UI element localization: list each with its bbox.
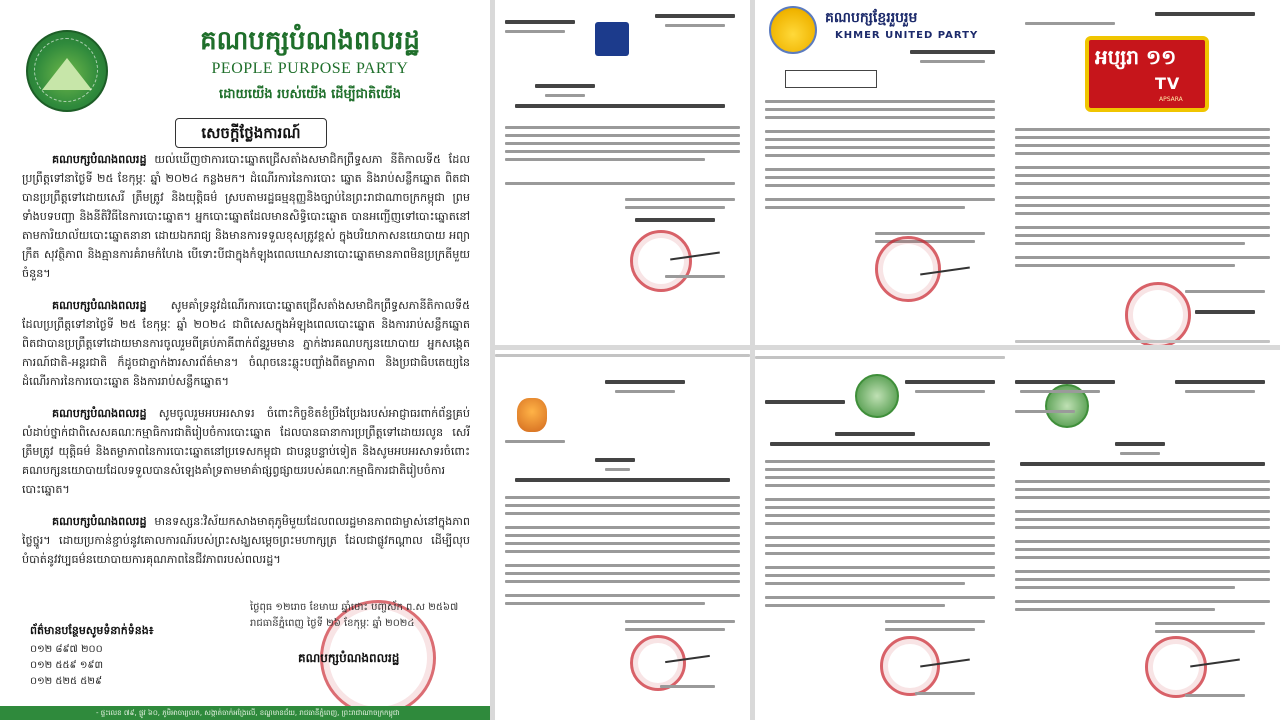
text-line xyxy=(765,506,995,509)
date-line xyxy=(625,620,735,623)
title-line xyxy=(515,104,725,108)
text-line xyxy=(1015,518,1270,521)
text-line xyxy=(1015,128,1270,131)
statement-body xyxy=(22,150,470,590)
text-line xyxy=(765,100,995,103)
text-line xyxy=(505,542,740,545)
text-line xyxy=(1015,264,1235,267)
text-line xyxy=(505,564,740,567)
text-line xyxy=(765,596,995,599)
text-line xyxy=(765,484,995,487)
text-line xyxy=(765,138,995,141)
text-line xyxy=(1015,182,1270,185)
header-line xyxy=(905,380,995,384)
paragraph-1: គណបក្សបំណងពលរដ្ឋ យល់ឃើញថាការបោះឆ្នោតជ្រើសតាំងសមាជិកព្រឹទ្ធសភា នីតិកាលទី៥ ដែលប្រព្រឹត្តទៅនាថ្ងៃទី ២៥ ខែកុម្ភៈ ឆ្នាំ ២០២៤ កន្លងមក។ ដំណើរការនៃការបោះ ឆ្នោត និងរាប់សន្លឹកឆ្នោត ពិតជាបានប្រព្រឹត្តទៅដោយសេរី ត្រឹមត្រូវ និងយុត្តិធម៌ ស្របតាមរដ្ឋធម្មនុញ្ញនិងច្បាប់នៃព្រះរាជាណាចក្រកម្ពុជា ព្រមទាំងបទបញ្ជា និងនីតិវិធីនៃការបោះឆ្នោត។ អ្នកបោះឆ្នោតដែលមានសិទ្ធិបោះឆ្នោត បានអញ្ជើញទៅបោះឆ្នោតនៅតាមការិយាល័យបោះឆ្នោតនានា ដោយឯករាជ្យ និងមានការទទួលខុសត្រូវខ្ពស់ ក្នុងបរិយាកាសនយោបាយ អព្យាក្រឹត សុវត្ថិភាព និងគ្មានការគំរាមកំហែង បើទោះបីជាក្នុងកំឡុងពេលឃោសនាបោះឆ្នោតមានភាពមិនប្រក្រតីមួយចំនួន។ xyxy=(22,153,470,280)
text-line xyxy=(505,150,740,153)
khmer-united-party-statement xyxy=(755,0,1005,345)
text-line xyxy=(1015,548,1270,551)
text-line xyxy=(765,544,995,547)
text-line xyxy=(505,602,705,605)
text-line xyxy=(765,522,995,525)
header-line xyxy=(910,50,995,54)
text-line xyxy=(1015,488,1270,491)
text-line xyxy=(1015,174,1270,177)
text-line xyxy=(765,468,995,471)
title-line xyxy=(545,94,585,97)
text-line xyxy=(1015,526,1270,529)
sign-line xyxy=(635,218,715,222)
text-line xyxy=(505,126,740,129)
text-line xyxy=(1015,570,1270,573)
text-line xyxy=(1015,204,1270,207)
text-line xyxy=(1015,136,1270,139)
text-line xyxy=(1015,166,1270,169)
text-line xyxy=(505,134,740,137)
date-line xyxy=(1155,622,1265,625)
header-line xyxy=(505,20,575,24)
footer-line xyxy=(1015,340,1270,343)
text-line xyxy=(1015,256,1270,259)
header-line xyxy=(765,400,845,404)
text-line xyxy=(1015,540,1270,543)
text-line xyxy=(505,550,740,553)
text-line xyxy=(1015,496,1270,499)
text-line xyxy=(1015,226,1270,229)
text-line xyxy=(505,182,735,185)
address-footer: - ផ្ទះលេខ ៧៩, ផ្លូវ ៦០, ភូមិអាចារ្យលក, សង្កាត់ចាក់អង្រែលើ, ខណ្ឌមានជ័យ, រាជធានីភ្នំពេញ, ព្រះរាជាណាចក្រកម្ពុជា xyxy=(0,706,490,720)
letter-document-4 xyxy=(1005,350,1280,720)
title-line xyxy=(595,458,635,462)
header-line xyxy=(1155,12,1255,16)
name-line xyxy=(1195,310,1255,314)
red-seal-stamp xyxy=(875,236,941,302)
red-seal-stamp xyxy=(880,636,940,696)
solar-date: រាជធានីភ្នំពេញ ថ្ងៃទី ២៦ ខែកុម្ភៈ ឆ្នាំ ២០២៤ xyxy=(250,618,415,629)
kup-name-khmer: គណបក្សខ្មែររួបរួម xyxy=(825,10,918,26)
header-line xyxy=(1175,380,1265,384)
name-line xyxy=(660,685,715,688)
header-line xyxy=(1185,390,1255,393)
text-line xyxy=(505,580,740,583)
title-line xyxy=(1020,462,1265,466)
header-line xyxy=(920,60,985,63)
text-line xyxy=(765,184,995,187)
red-seal-stamp xyxy=(1145,636,1207,698)
header-line xyxy=(605,380,685,384)
text-line xyxy=(1015,480,1270,483)
phone-number: ០១២ ៨៩៧ ២០០ xyxy=(30,644,103,655)
date-line xyxy=(625,206,725,209)
date-line xyxy=(885,628,975,631)
party-name-khmer: គណបក្សបំណងពលរដ្ឋ xyxy=(200,26,420,56)
title-line xyxy=(770,442,990,446)
title-line xyxy=(605,468,630,471)
red-seal-stamp xyxy=(630,230,692,292)
text-line xyxy=(1015,152,1270,155)
header-line xyxy=(1025,22,1115,25)
header-line xyxy=(495,354,750,357)
name-line xyxy=(665,275,725,278)
date-line xyxy=(625,628,725,631)
text-line xyxy=(765,146,995,149)
header-line xyxy=(655,14,735,18)
text-line xyxy=(1015,212,1270,215)
text-line xyxy=(1015,600,1270,603)
red-seal-stamp xyxy=(630,635,686,691)
apsara-tv-logo xyxy=(1085,36,1209,112)
kup-name-english: KHMER UNITED PARTY xyxy=(835,30,979,41)
text-line xyxy=(765,176,995,179)
contact-phones xyxy=(30,642,103,690)
title-line xyxy=(1120,452,1160,455)
phone-number: ០១២ ៥២៥ ៥២៩ xyxy=(30,676,103,687)
header-line xyxy=(1020,390,1100,393)
text-line xyxy=(1015,578,1270,581)
text-line xyxy=(1015,510,1270,513)
text-line xyxy=(765,154,995,157)
title-line xyxy=(515,478,730,482)
text-line xyxy=(505,526,740,529)
header-line xyxy=(915,390,985,393)
ref-line xyxy=(1015,410,1075,413)
text-line xyxy=(765,108,995,111)
name-line xyxy=(915,692,975,695)
date-line xyxy=(625,198,735,201)
lunar-date: ថ្ងៃពុធ ១២រោច ខែមាឃ ឆ្នាំថោះ បញ្ចស័ក ព.ស ២៥៦៧ xyxy=(250,602,459,613)
apsara-logo-sub: APSARA xyxy=(1159,96,1183,103)
text-line xyxy=(765,566,995,569)
contact-heading: ព័ត៌មានបន្ថែមសូមទំនាក់ទំនង៖ xyxy=(30,624,154,637)
party-emblem-icon xyxy=(855,374,899,418)
text-line xyxy=(505,534,740,537)
text-line xyxy=(765,198,995,201)
ref-line xyxy=(505,440,565,443)
text-line xyxy=(505,572,740,575)
title-line xyxy=(1115,442,1165,446)
text-line xyxy=(505,142,740,145)
umbrella-logo-icon xyxy=(769,6,817,54)
party-slogan: ដោយយើង របស់យើង ដើម្បីជាតិយើង xyxy=(218,87,402,102)
text-line xyxy=(765,168,995,171)
letter-document-1 xyxy=(495,0,750,345)
party-emblem-icon xyxy=(517,398,547,432)
text-line xyxy=(505,512,740,515)
header-line xyxy=(665,24,725,27)
statement-title: សេចក្តីថ្លែងការណ៍ xyxy=(175,118,327,148)
letter-document-2 xyxy=(495,350,750,720)
text-line xyxy=(765,552,995,555)
paragraph-2: គណបក្សបំណងពលរដ្ឋ សូមគាំទ្រនូវដំណើរការបោះឆ្នោតជ្រើសតាំងសមាជិកព្រឹទ្ធសភានីតិកាលទី៥ ដែលប្រព្រឹត្តទៅនាថ្ងៃទី ២៥ ខែកុម្ភៈ ឆ្នាំ ២០២៤ ជាពិសេសក្នុងអំឡុងពេលបោះឆ្នោត និងការរាប់សន្លឹកឆ្នោត ពិតជាបានប្រព្រឹត្តទៅដោយមានការចូលរួមពីគ្រប់ភាគីពាក់ព័ន្ធរួមមាន ភ្នាក់ងារគណបក្សនយោបាយ អ្នកសង្កេតការណ៍ជាតិ-អន្តរជាតិ ក៏ដូចជាភ្នាក់ងារសារព័ត៌មាន។ ចំណុចនេះឆ្លុះបញ្ចាំងពីតម្លាភាព និងប្រជាធិបតេយ្យនៃដំណើរការនៃការបោះឆ្នោត និងការរាប់សន្លឹកឆ្នោត។ xyxy=(22,299,470,388)
text-line xyxy=(505,504,740,507)
header-line xyxy=(615,390,675,393)
text-line xyxy=(1015,586,1235,589)
name-line xyxy=(1185,694,1245,697)
apsara-logo-text: អប្សរា ១១ xyxy=(1095,45,1177,69)
letter-document-apsara xyxy=(1005,0,1280,345)
date-line xyxy=(885,620,985,623)
text-line xyxy=(505,594,740,597)
text-line xyxy=(1015,144,1270,147)
party-emblem-icon xyxy=(595,22,629,56)
text-line xyxy=(765,206,965,209)
text-line xyxy=(505,158,705,161)
letter-document-3 xyxy=(755,350,1005,720)
header-line xyxy=(1015,380,1115,384)
text-line xyxy=(765,476,995,479)
text-line xyxy=(765,498,995,501)
statement-title-box xyxy=(785,70,877,88)
text-line xyxy=(1015,196,1270,199)
phone-number: ០១២ ៥៥៩ ១៩៣ xyxy=(30,660,104,671)
text-line xyxy=(765,604,945,607)
date-line xyxy=(875,232,985,235)
text-line xyxy=(765,582,965,585)
text-line xyxy=(765,514,995,517)
text-line xyxy=(1015,242,1245,245)
text-line xyxy=(1015,234,1270,237)
date-line xyxy=(1185,290,1265,293)
header-line xyxy=(755,356,1005,359)
text-line xyxy=(765,460,995,463)
title-line xyxy=(835,432,915,436)
red-seal-stamp xyxy=(1125,282,1191,345)
party-name-english: PEOPLE PURPOSE PARTY xyxy=(211,60,409,77)
logo-ring xyxy=(34,38,98,102)
text-line xyxy=(1015,556,1270,559)
text-line xyxy=(505,496,740,499)
text-line xyxy=(765,130,995,133)
signature-party-name: គណបក្សបំណងពលរដ្ឋ xyxy=(298,651,400,665)
header-line xyxy=(505,30,565,33)
text-line xyxy=(765,574,995,577)
paragraph-4: គណបក្សបំណងពលរដ្ឋ មានទស្សនៈវិស័យកសាងមាតុភូមិមួយដែលពលរដ្ឋមានភាពជាម្ចាស់នៅក្នុងភាពថ្លៃថ្នូរ។ ដោយប្រកាន់ខ្ជាប់នូវគោលការណ៍របស់ព្រះសង្ឃសម្តេចព្រះមហាក្សត្រ ដែលជាផ្លូវកណ្តាល ដើម្បីលុបបំបាត់នូវវប្បធម៌នយោបាយការគុណភាពនៃជីវភាពរបស់ពលរដ្ឋ។ xyxy=(22,515,470,566)
title-line xyxy=(535,84,595,88)
date-line xyxy=(1155,630,1255,633)
text-line xyxy=(765,536,995,539)
people-purpose-party-statement xyxy=(0,0,490,720)
apsara-logo-tv: TV xyxy=(1155,74,1181,93)
text-line xyxy=(1015,608,1215,611)
paragraph-3: គណបក្សបំណងពលរដ្ឋ សូមចូលរួមអបអរសាទរ ចំពោះកិច្ចខិតខំប្រឹងប្រែងរបស់អាជ្ញាធរពាក់ព័ន្ធគ្រប់លំដាប់ថ្នាក់ជាពិសេសគណៈកម្មាធិការជាតិរៀបចំការបោះឆ្នោត ដែលបានធានាការប្រព្រឹត្តទៅដោយរលូន សេរី ត្រឹមត្រូវ យុត្តិធម៌ និងតម្លាភាពនៃការបោះឆ្នោតនៅប្រទេសកម្ពុជា ជាបន្តបន្ទាប់ទៀត និងសូមអបអរសាទរចំពោះគណបក្សនយោបាយដែលទទួលបានសំឡេងគាំទ្រតាមមាគ៌ាផ្សព្វផ្សាយរបស់គណៈកម្មាធិការជាតិរៀបចំការបោះឆ្នោត។ xyxy=(22,407,470,496)
text-line xyxy=(765,116,995,119)
